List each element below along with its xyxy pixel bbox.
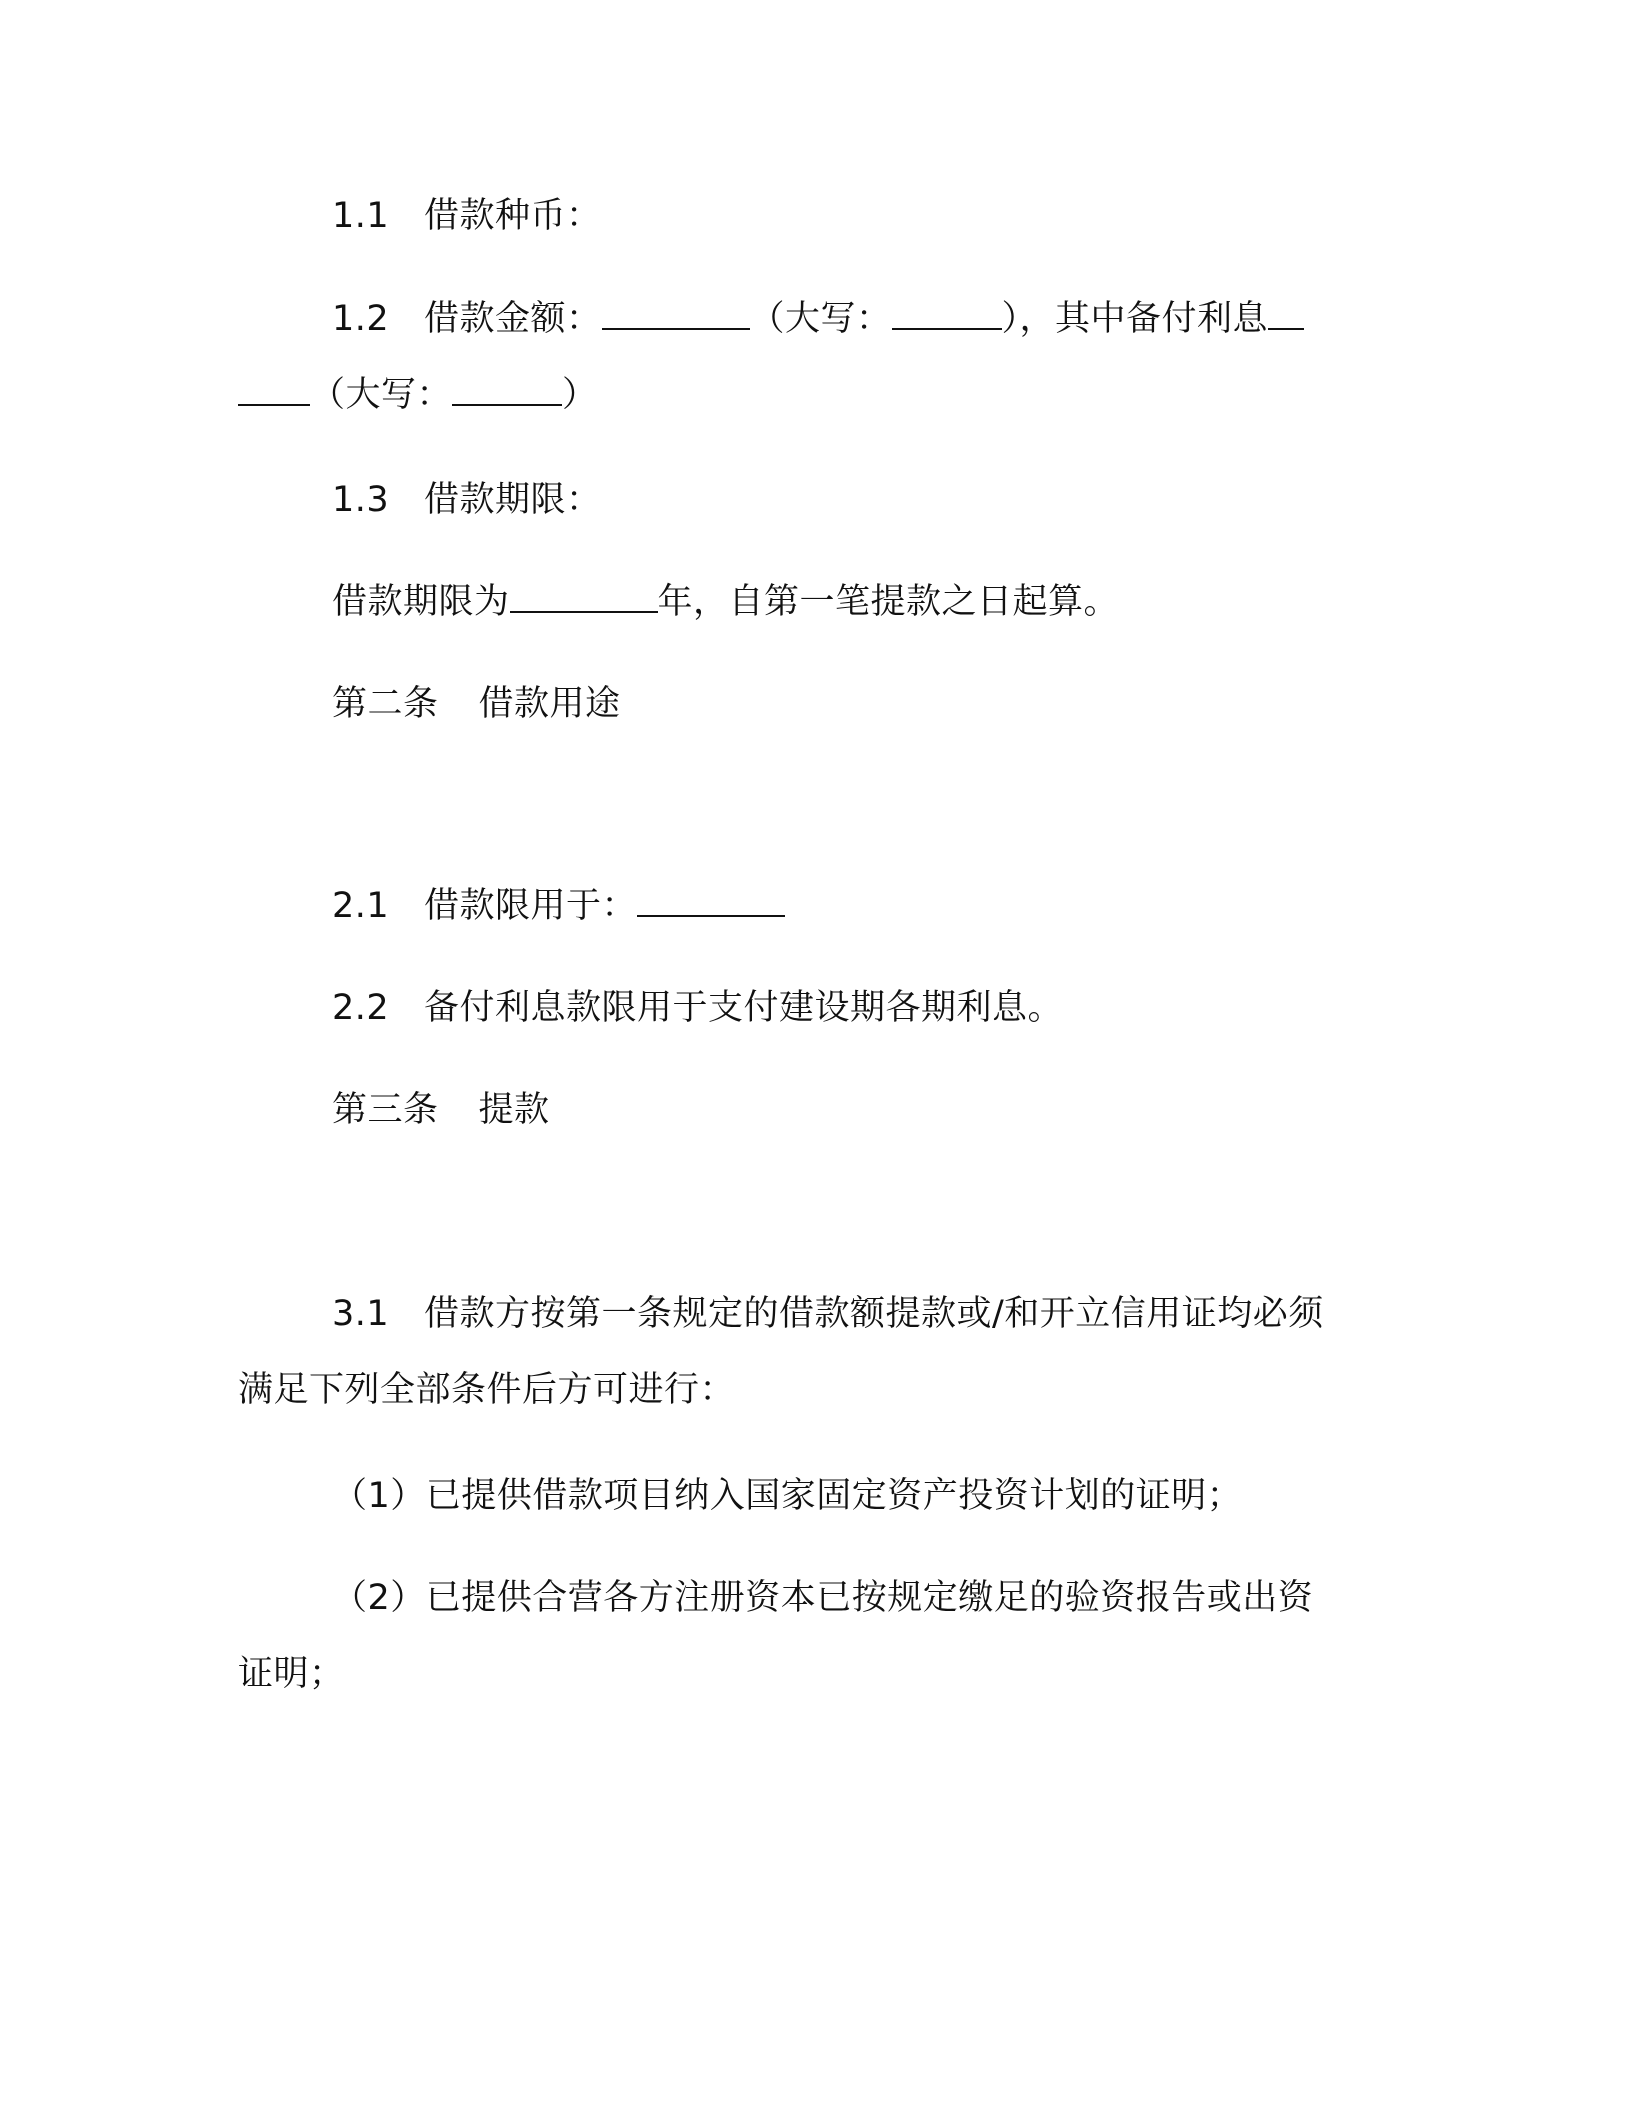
clause-text: 满足下列全部条件后方可进行： (238, 1370, 736, 1410)
clause-number: 1.1 (332, 196, 390, 236)
amount-upper-blank (892, 298, 1002, 330)
clause-1-2 (332, 297, 1304, 341)
article-2-heading (332, 682, 621, 726)
clause-text: ），其中备付利息 (1001, 299, 1269, 339)
clause-text: 备付利息款限用于支付建设期各期利息。 (424, 988, 1064, 1028)
interest-blank (1268, 298, 1304, 330)
clause-1-2-cont (238, 373, 598, 417)
condition-item-2-cont (238, 1652, 345, 1696)
term-years-blank (510, 581, 658, 613)
clause-text: 借款期限： (424, 480, 602, 520)
clause-text: 借款方按第一条规定的借款额提款或/和开立信用证均必须 (424, 1294, 1324, 1334)
term-line (332, 580, 1119, 624)
condition-text: （2）已提供合营各方注册资本已按规定缴足的验资报告或出资 (332, 1578, 1314, 1618)
article-text: 借款用途 (478, 684, 621, 724)
clause-1-1 (332, 194, 602, 238)
condition-item-2 (332, 1576, 1313, 1620)
condition-text: （1）已提供借款项目纳入国家固定资产投资计划的证明； (332, 1476, 1243, 1516)
clause-3-1 (332, 1292, 1324, 1336)
clause-text: 借款限用于： (424, 886, 638, 926)
clause-text: 借款金额： (424, 299, 602, 339)
amount-blank (602, 298, 750, 330)
clause-number: 3.1 (332, 1294, 390, 1334)
clause-2-2 (332, 986, 1063, 1030)
article-text: 提款 (478, 1090, 550, 1130)
clause-3-1-cont (238, 1368, 735, 1412)
clause-number: 1.3 (332, 480, 390, 520)
clause-1-3 (332, 478, 602, 522)
term-text: 借款期限为 (332, 582, 510, 622)
interest-blank-cont (238, 374, 310, 406)
clause-2-1 (332, 884, 785, 928)
clause-text: （大写： (310, 375, 453, 415)
clause-number: 1.2 (332, 299, 390, 339)
condition-text: 证明； (238, 1654, 345, 1694)
article-title: 第三条 (332, 1090, 439, 1130)
clause-number: 2.1 (332, 886, 390, 926)
clause-number: 2.2 (332, 988, 390, 1028)
usage-blank (637, 885, 785, 917)
article-3-heading (332, 1088, 550, 1132)
interest-upper-blank (452, 374, 562, 406)
clause-text: 借款种币： (424, 196, 602, 236)
term-text: 年，自第一笔提款之日起算。 (657, 582, 1120, 622)
condition-item-1 (332, 1474, 1242, 1518)
clause-text: ） (562, 375, 598, 415)
article-title: 第二条 (332, 684, 439, 724)
clause-text: （大写： (749, 299, 892, 339)
